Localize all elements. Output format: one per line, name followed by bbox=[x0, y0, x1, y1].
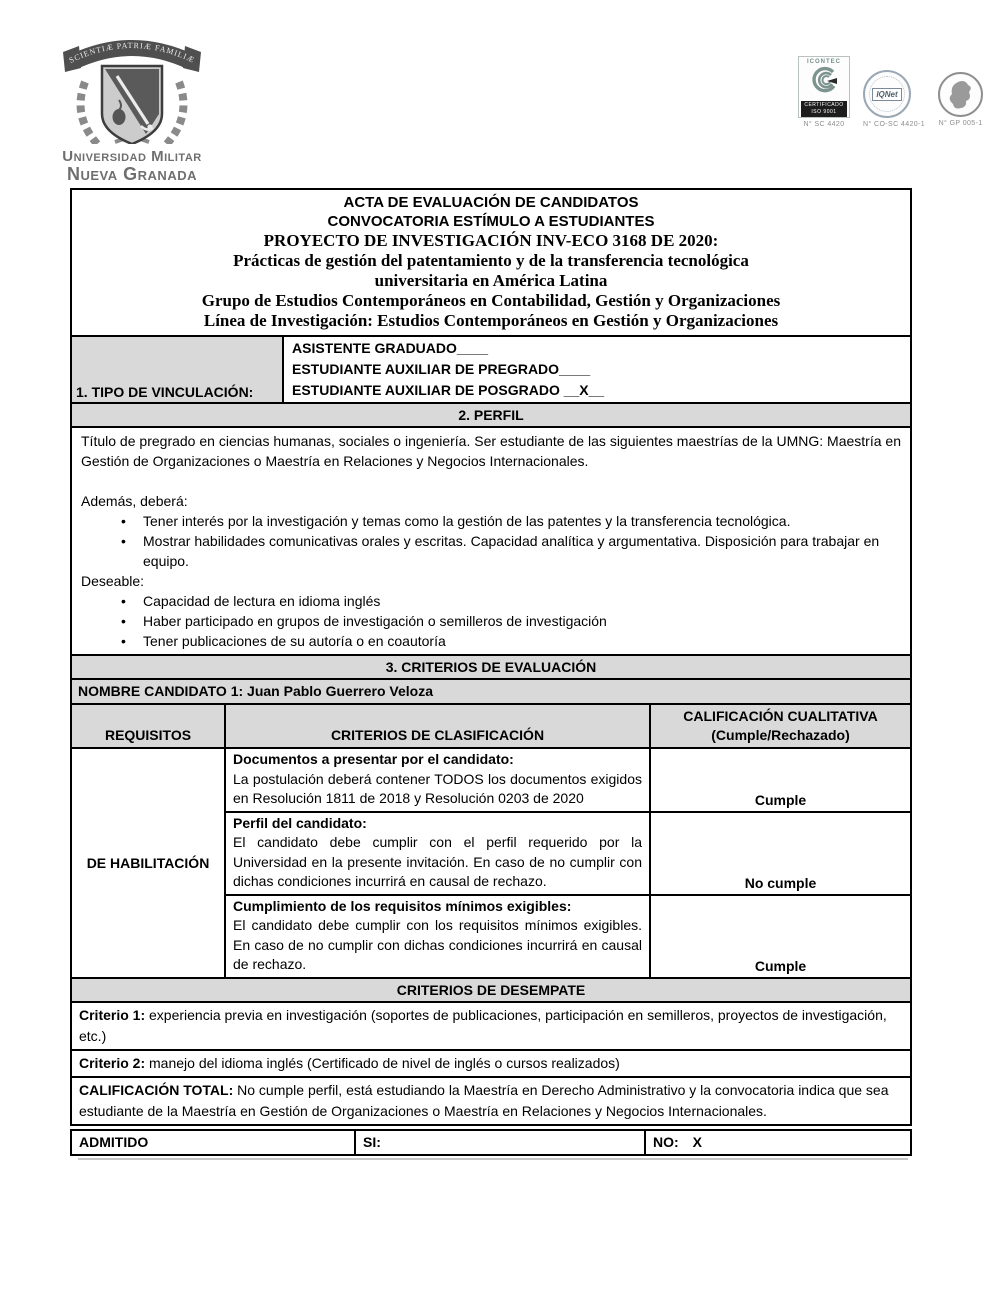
perfil-body bbox=[72, 428, 910, 654]
criterio1-row bbox=[72, 1003, 910, 1049]
deseable-bullet-list bbox=[81, 591, 901, 651]
umng-logo bbox=[52, 26, 212, 185]
title-line-4: Prácticas de gestión del patentamiento y de la transferencia tecnológica bbox=[233, 251, 749, 270]
desempate-header: CRITERIOS DE DESEMPATE bbox=[72, 979, 910, 1001]
title-line-1: ACTA DE EVALUACIÓN DE CANDIDATOS bbox=[343, 194, 639, 211]
icontec-swirl-icon bbox=[807, 65, 841, 95]
criterios-table bbox=[72, 705, 910, 977]
admitido-table bbox=[70, 1129, 912, 1156]
vinculacion-option-asistente: ASISTENTE GRADUADO____ bbox=[292, 340, 489, 356]
ademas-bullet-list bbox=[81, 511, 901, 571]
criterios-header-cell: CRITERIOS DE CLASIFICACIÓN bbox=[226, 705, 649, 747]
requisitos-header-cell: REQUISITOS bbox=[72, 705, 224, 747]
calificacion-header-line2: (Cumple/Rechazado) bbox=[711, 727, 850, 743]
calificacion-total-text: No cumple perfil, está estudiando la Maestría en Derecho Administrativo y la convocatoria indica que sea estudiante de la Maestría en Gestión de Organizaciones o Maestría en Relaciones y Negocios Internacionales. bbox=[79, 1081, 889, 1119]
criteria-row-perfil bbox=[226, 813, 649, 894]
calificacion-total-label: CALIFICACIÓN TOTAL: bbox=[79, 1081, 234, 1098]
blank-line bbox=[81, 471, 901, 491]
perfil-paragraph: Título de pregrado en ciencias humanas, sociales o ingeniería. Ser estudiante de las siguientes maestrías de la UMNG: Maestría en Gestión de Organizaciones o Maestría en Relaciones y Negocios Internacionales. bbox=[81, 433, 901, 469]
perfil-header: 2. PERFIL bbox=[72, 404, 910, 426]
bullet-item: • Haber participado en grupos de investigación o semilleros de investigación bbox=[81, 611, 901, 631]
criteria-result-requisitos-minimos: Cumple bbox=[651, 896, 910, 977]
laurel-right-icon bbox=[163, 82, 183, 144]
icontec-box-icon bbox=[798, 56, 850, 118]
icontec-certified-bar bbox=[801, 101, 847, 117]
icontec-certified-label: CERTIFICADO bbox=[804, 102, 844, 108]
no-label: NO: bbox=[653, 1133, 679, 1150]
certification-logos bbox=[798, 56, 983, 128]
deseable-label: Deseable: bbox=[81, 573, 145, 589]
ademas-label: Además, deberá: bbox=[81, 493, 188, 509]
icontec-title: ICONTEC bbox=[807, 59, 841, 65]
criterio2-text: manejo del idioma inglés (Certificado de nivel de inglés o cursos realizados) bbox=[145, 1054, 620, 1071]
habilitacion-cell: DE HABILITACIÓN bbox=[72, 749, 224, 977]
criterio1-label: Criterio 1: bbox=[79, 1006, 146, 1023]
umng-name-line1: Universidad Militar bbox=[62, 148, 202, 165]
umng-name-line2: Nueva Granada bbox=[67, 164, 197, 185]
document-body bbox=[70, 188, 912, 1160]
criterio1-text: experiencia previa en investigación (soportes de publicaciones, participación en semilleros, proyectos de investigación, etc.) bbox=[79, 1006, 887, 1044]
title-line-7: Línea de Investigación: Estudios Contemporáneos en Gestión y Organizaciones bbox=[203, 311, 779, 330]
admitido-si-cell bbox=[356, 1131, 644, 1154]
criteria-row-requisitos-minimos bbox=[226, 896, 649, 977]
vinculacion-option-posgrado: ESTUDIANTE AUXILIAR DE POSGRADO __X__ bbox=[292, 382, 605, 398]
criteria-row-documentos bbox=[226, 749, 649, 811]
candidato-row: NOMBRE CANDIDATO 1: Juan Pablo Guerrero Veloza bbox=[72, 680, 910, 703]
bullet-item: • Tener interés por la investigación y temas como la gestión de las patentes y la transferencia tecnológica. bbox=[81, 511, 901, 531]
si-label: SI: bbox=[363, 1133, 381, 1150]
vinculacion-label: 1. TIPO DE VINCULACIÓN: bbox=[72, 337, 282, 402]
laurel-left-icon bbox=[81, 82, 101, 144]
vinculacion-options bbox=[284, 337, 910, 402]
gp-seal-number: N° GP 005-1 bbox=[938, 120, 983, 127]
icontec-number: N° SC 4420 bbox=[803, 121, 845, 128]
criteria-row-body: La postulación deberá contener TODOS los documentos exigidos en Resolución 1811 de 2018 y Resolución 0203 de 2020 bbox=[233, 770, 642, 806]
scan-shadow-divider bbox=[78, 1158, 908, 1160]
title-line-2: CONVOCATORIA ESTÍMULO A ESTUDIANTES bbox=[327, 213, 655, 230]
criteria-row-title: Documentos a presentar por el candidato: bbox=[233, 751, 514, 767]
document-table bbox=[70, 188, 912, 1126]
no-value: X bbox=[692, 1133, 703, 1150]
criterio2-label: Criterio 2: bbox=[79, 1054, 146, 1071]
umng-motto: SCIENTIÆ PATRIÆ FAMILIÆ bbox=[67, 40, 197, 65]
criteria-row-body: El candidato debe cumplir con el perfil requerido por la Universidad en la presente invitación. En caso de no cumplir con dichas condiciones incurrirá en causal de rechazo. bbox=[233, 834, 642, 889]
criteria-row-title: Cumplimiento de los requisitos mínimos exigibles: bbox=[233, 897, 572, 914]
umng-name bbox=[52, 149, 212, 185]
title-line-6: Grupo de Estudios Contemporáneos en Contabilidad, Gestión y Organizaciones bbox=[201, 291, 781, 310]
bullet-item: • Capacidad de lectura en idioma inglés bbox=[81, 591, 901, 611]
gp-seal-circle-icon bbox=[938, 72, 983, 117]
bullet-item: • Mostrar habilidades comunicativas orales y escritas. Capacidad analítica y argumentativa. Disposición para trabajar en equipo. bbox=[81, 531, 901, 571]
bullet-item: • Tener publicaciones de su autoría o en coautoría bbox=[81, 631, 901, 651]
gp-seal-logo bbox=[938, 72, 983, 127]
admitido-no-cell bbox=[646, 1131, 910, 1154]
criteria-result-documentos: Cumple bbox=[651, 749, 910, 811]
iqnet-title: IQNet bbox=[872, 88, 901, 101]
calificacion-header-line1: CALIFICACIÓN CUALITATIVA bbox=[683, 708, 878, 724]
calificacion-header-cell bbox=[651, 705, 910, 747]
colombia-map-icon bbox=[948, 80, 974, 110]
admitido-label-cell: ADMITIDO bbox=[72, 1131, 354, 1154]
criteria-result-perfil: No cumple bbox=[651, 813, 910, 894]
iqnet-circle-icon bbox=[863, 70, 911, 118]
evaluacion-header: 3. CRITERIOS DE EVALUACIÓN bbox=[72, 656, 910, 678]
title-block bbox=[72, 190, 910, 335]
vinculacion-option-pregrado: ESTUDIANTE AUXILIAR DE PREGRADO____ bbox=[292, 361, 591, 377]
criterio2-row bbox=[72, 1051, 910, 1076]
icontec-iso-label: ISO 9001 bbox=[811, 109, 837, 115]
calificacion-total-row bbox=[72, 1078, 910, 1124]
title-line-5: universitaria en América Latina bbox=[374, 271, 608, 290]
iqnet-logo bbox=[863, 70, 925, 128]
iqnet-number: N° CO-SC 4420-1 bbox=[863, 121, 926, 128]
vinculacion-row bbox=[72, 337, 910, 402]
icontec-logo bbox=[798, 56, 850, 128]
umng-crest-icon bbox=[57, 26, 207, 144]
criteria-row-title: Perfil del candidato: bbox=[233, 814, 367, 831]
criteria-row-body: El candidato debe cumplir con los requisitos mínimos exigibles. En caso de no cumplir con dichas condiciones incurrirá en causal de rechazo. bbox=[233, 917, 642, 972]
title-line-3: PROYECTO DE INVESTIGACIÓN INV-ECO 3168 DE 2020: bbox=[263, 231, 719, 250]
